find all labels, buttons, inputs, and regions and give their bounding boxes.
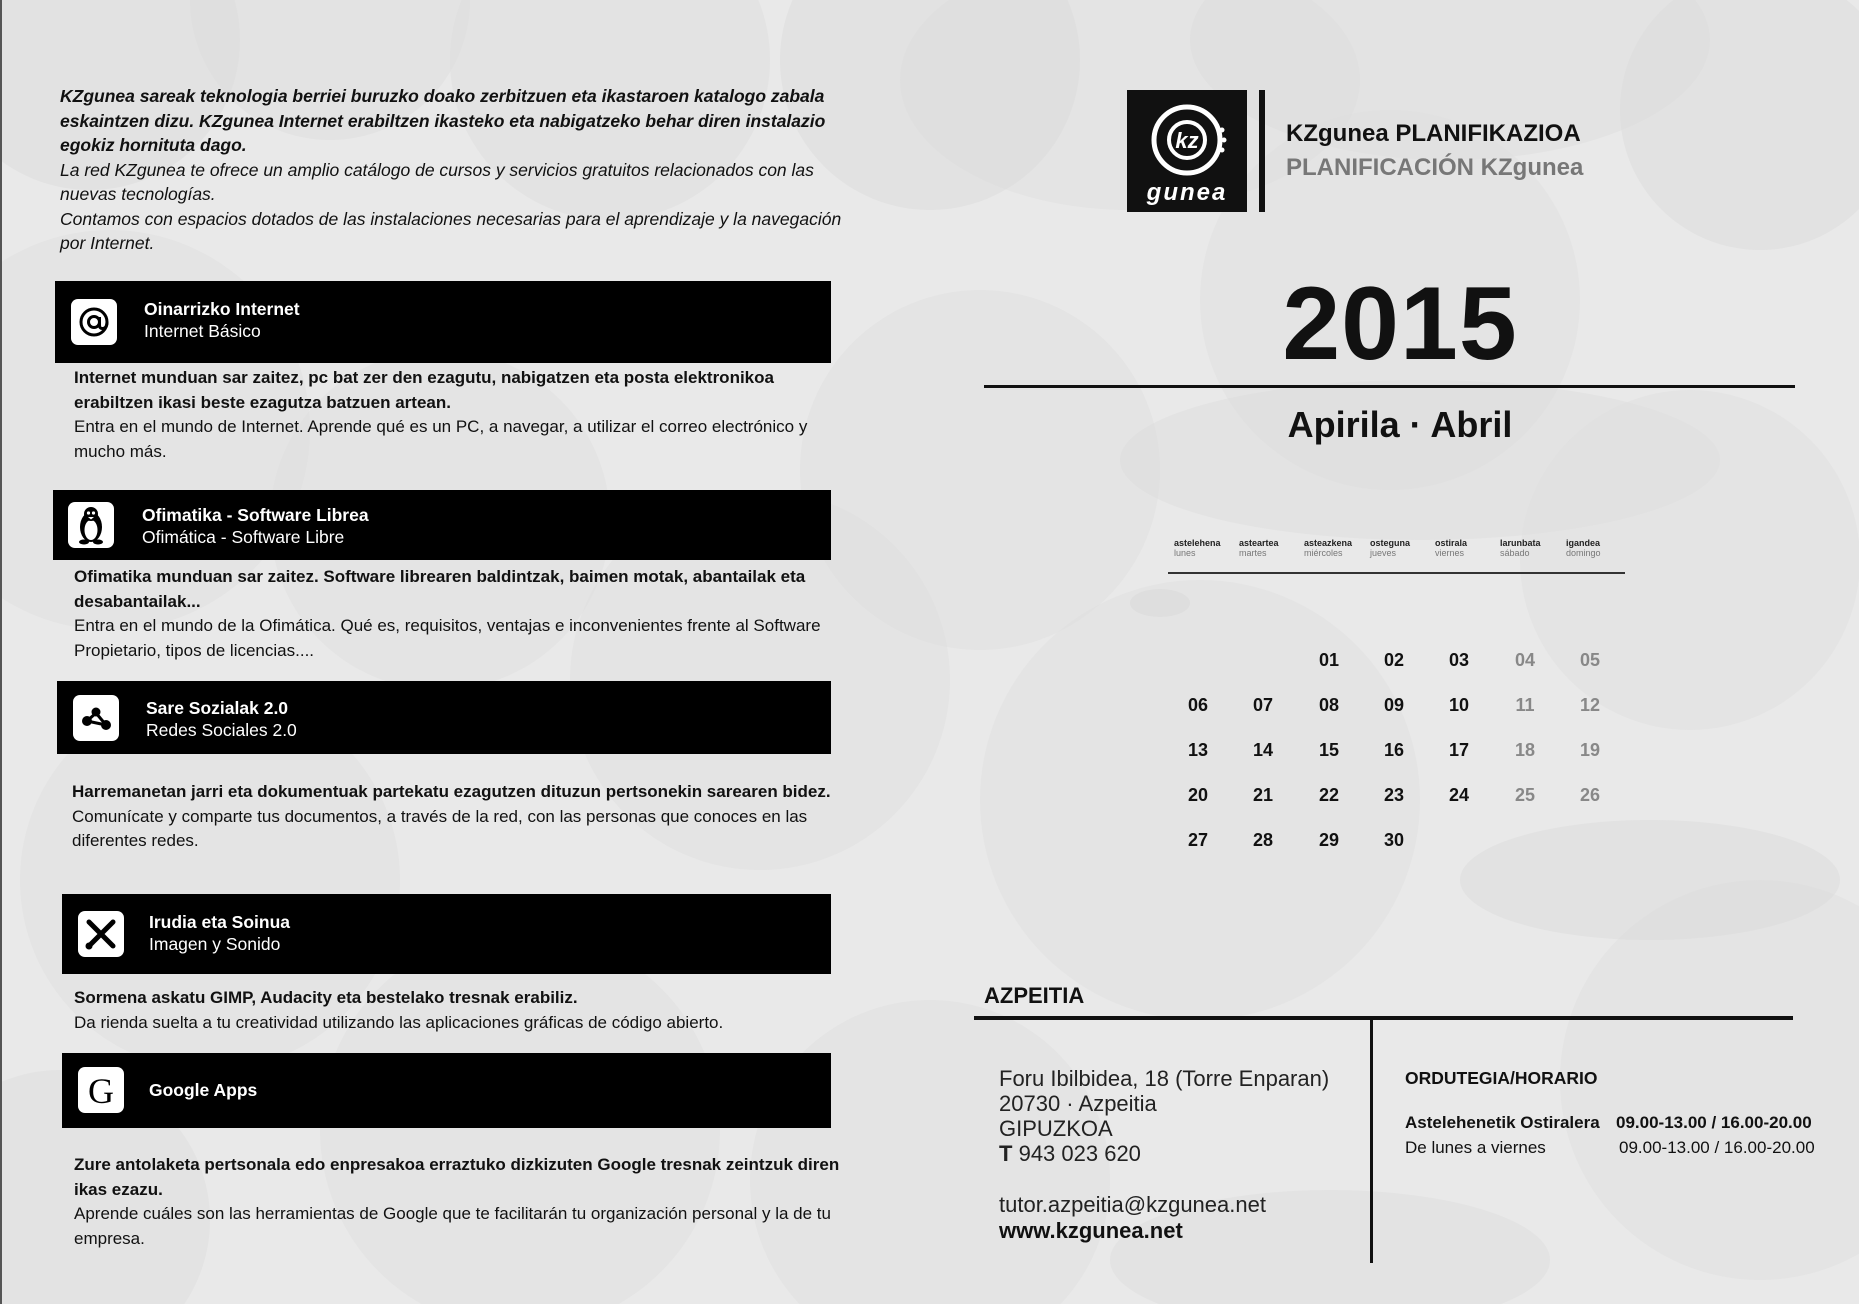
at-sign-icon xyxy=(71,299,117,345)
calendar-day: 09 xyxy=(1383,695,1405,715)
address-province: GIPUZKOA xyxy=(999,1116,1113,1141)
calendar-day: 02 xyxy=(1383,650,1405,670)
schedule-row-basque xyxy=(1405,1110,1825,1135)
calendar-day: 06 xyxy=(1187,695,1209,715)
phone-label: T xyxy=(999,1141,1013,1166)
calendar-day: 23 xyxy=(1383,785,1405,805)
course-header-internet xyxy=(55,281,831,363)
calendar-day: 22 xyxy=(1318,785,1340,805)
kzgunea-logo xyxy=(1127,90,1247,212)
course-desc-spanish: Comunícate y comparte tus documentos, a través de la red, con las personas que conoces en las diferentes redes. xyxy=(72,806,808,850)
calendar-day: 27 xyxy=(1187,830,1209,850)
calendar-day: 20 xyxy=(1187,785,1209,805)
svg-text:gunea: gunea xyxy=(1146,179,1228,206)
calendar-day: 30 xyxy=(1383,830,1405,850)
center-city: AZPEITIA xyxy=(984,983,1085,1008)
course-title-spanish: Imagen y Sonido xyxy=(149,933,281,954)
course-desc-spanish: Aprende cuáles son las herramientas de Google que te facilitarán tu organización personal y la de tu empresa. xyxy=(74,1204,831,1248)
logo-separator xyxy=(1259,90,1265,212)
city-divider xyxy=(974,1016,1793,1020)
course-desc-spanish: Entra en el mundo de la Ofimática. Qué es, requisitos, ventajas e inconvenientes frente al Software Propietario, tipos de licencias.... xyxy=(74,616,821,660)
schedule-hours: 09.00-13.00 / 16.00-20.00 xyxy=(1616,1113,1812,1132)
weekday-basque: astelehena xyxy=(1174,538,1221,548)
calendar-day: 21 xyxy=(1252,785,1274,805)
calendar-day: 16 xyxy=(1383,740,1405,760)
svg-text:G: G xyxy=(88,1071,114,1109)
plan-title-spanish: PLANIFICACIÓN KZgunea xyxy=(1286,154,1584,181)
intro-text xyxy=(60,84,860,256)
course-title-spanish: Ofimática - Software Libre xyxy=(142,526,345,547)
plan-title-basque: KZgunea PLANIFIKAZIOA xyxy=(1286,120,1581,147)
weekday-tuesday xyxy=(1239,538,1279,558)
course-title-spanish: Redes Sociales 2.0 xyxy=(146,719,297,740)
course-description-ofimatika xyxy=(74,565,854,663)
course-title-basque: Google Apps xyxy=(149,1080,258,1100)
calendar-day: 04 xyxy=(1514,650,1536,670)
calendar-day: 24 xyxy=(1448,785,1470,805)
calendar-day: 18 xyxy=(1514,740,1536,760)
weekday-spanish: viernes xyxy=(1435,548,1465,558)
calendar-month: Apirila · Abril xyxy=(1287,404,1513,445)
weekday-basque: ostirala xyxy=(1435,538,1468,548)
weekday-thursday xyxy=(1370,538,1410,558)
weekday-basque: asteartea xyxy=(1239,538,1279,548)
calendar-day: 05 xyxy=(1579,650,1601,670)
schedule-title: ORDUTEGIA/HORARIO xyxy=(1405,1068,1598,1088)
course-title-basque: Oinarrizko Internet xyxy=(144,299,300,319)
course-title-basque: Irudia eta Soinua xyxy=(149,912,290,932)
schedule-days: Astelehenetik Ostiralera xyxy=(1405,1113,1600,1132)
weekday-basque: igandea xyxy=(1566,538,1601,548)
online-contact xyxy=(999,1192,1266,1244)
weekday-friday xyxy=(1435,538,1467,558)
weekday-sunday xyxy=(1566,538,1601,558)
weekday-spanish: sábado xyxy=(1500,548,1530,558)
calendar-day: 19 xyxy=(1579,740,1601,760)
calendar-day: 12 xyxy=(1579,695,1601,715)
calendar-day: 25 xyxy=(1514,785,1536,805)
course-header-irudia-soinua xyxy=(62,894,831,974)
intro-spanish-1: La red KZgunea te ofrece un amplio catálogo de cursos y servicios gratuitos relacionados con las nuevas tecnologías. xyxy=(60,159,814,204)
course-header-sare-sozialak xyxy=(57,681,831,754)
phone-number: 943 023 620 xyxy=(1018,1141,1141,1166)
website-link[interactable]: www.kzgunea.net xyxy=(999,1218,1183,1243)
calendar-day: 29 xyxy=(1318,830,1340,850)
course-desc-basque: Sormena askatu GIMP, Audacity eta bestelako tresnak erabiliz. xyxy=(74,988,578,1007)
weekday-basque: osteguna xyxy=(1370,538,1411,548)
schedule-hours: 09.00-13.00 / 16.00-20.00 xyxy=(1619,1138,1815,1157)
calendar-day: 08 xyxy=(1318,695,1340,715)
course-description-irudia-soinua xyxy=(74,986,854,1035)
calendar-day: 28 xyxy=(1252,830,1274,850)
share-nodes-icon xyxy=(73,695,119,741)
phone-line xyxy=(999,1141,1329,1166)
page-left-border xyxy=(0,0,2,1304)
course-desc-basque: Zure antolaketa pertsonala edo enpresakoa erraztuko dizkizuten Google tresnak zeintzuk diren ikas ezazu. xyxy=(74,1155,840,1199)
weekday-spanish: jueves xyxy=(1370,548,1397,558)
weekday-wednesday xyxy=(1304,538,1352,558)
calendar-day: 17 xyxy=(1448,740,1470,760)
intro-basque: KZgunea sareak teknologia berriei buruzko doako zerbitzuen eta ikastaroen katalogo zabala eskaintzen dizu. KZgunea Internet erabiltzen ikasteko eta nabigatzeko behar diren instalazio egokiz hornituta dago. xyxy=(60,86,826,155)
calendar-day: 15 xyxy=(1318,740,1340,760)
penguin-icon xyxy=(68,502,114,548)
course-header-ofimatika xyxy=(53,490,831,560)
course-desc-basque: Harremanetan jarri eta dokumentuak partekatu ezagutzen dituzun pertsonekin sarearen bidez. xyxy=(72,782,831,801)
year-divider xyxy=(984,385,1795,388)
course-desc-spanish: Entra en el mundo de Internet. Aprende qué es un PC, a navegar, a utilizar el correo electrónico y mucho más. xyxy=(74,417,808,461)
course-title-spanish: Internet Básico xyxy=(144,320,261,341)
course-desc-basque: Ofimatika munduan sar zaitez. Software librearen baldintzak, baimen motak, abantailak eta desabantailak... xyxy=(74,567,806,611)
calendar-day: 13 xyxy=(1187,740,1209,760)
calendar-year: 2015 xyxy=(1282,266,1518,382)
address-block xyxy=(999,1066,1329,1166)
svg-text:kz: kz xyxy=(1175,128,1199,153)
course-description-sare-sozialak xyxy=(72,780,862,854)
schedule-table xyxy=(1405,1110,1825,1160)
email-link[interactable]: tutor.azpeitia@kzgunea.net xyxy=(999,1192,1266,1217)
brush-pen-icon xyxy=(78,911,124,957)
google-g-icon xyxy=(78,1067,124,1113)
weekday-basque: larunbata xyxy=(1500,538,1541,548)
weekday-spanish: lunes xyxy=(1174,548,1196,558)
course-desc-basque: Internet munduan sar zaitez, pc bat zer den ezagutu, nabigatzen eta posta elektronikoa erabiltzen ikasi beste ezagutza batzuen artean. xyxy=(74,368,774,412)
course-description-internet xyxy=(74,366,854,464)
calendar-day: 10 xyxy=(1448,695,1470,715)
weekday-spanish: miércoles xyxy=(1304,548,1343,558)
course-desc-spanish: Da rienda suelta a tu creatividad utilizando las aplicaciones gráficas de código abierto. xyxy=(74,1012,724,1032)
schedule-row-spanish xyxy=(1405,1135,1825,1160)
course-description-google-apps xyxy=(74,1153,844,1251)
calendar-day: 03 xyxy=(1448,650,1470,670)
course-header-google-apps xyxy=(62,1053,831,1128)
weekday-monday xyxy=(1174,538,1221,558)
calendar-day: 14 xyxy=(1252,740,1274,760)
weekday-divider xyxy=(1168,572,1625,574)
calendar-day: 01 xyxy=(1318,650,1340,670)
schedule-days: De lunes a viernes xyxy=(1405,1138,1546,1157)
intro-spanish-2: Contamos con espacios dotados de las instalaciones necesarias para el aprendizaje y la navegación por Internet. xyxy=(60,208,842,253)
calendar-day: 26 xyxy=(1579,785,1601,805)
weekday-spanish: domingo xyxy=(1566,548,1601,558)
weekday-saturday xyxy=(1500,538,1541,558)
contact-column-divider xyxy=(1370,1020,1373,1263)
course-title-basque: Sare Sozialak 2.0 xyxy=(146,698,289,718)
weekday-spanish: martes xyxy=(1239,548,1267,558)
calendar-day: 07 xyxy=(1252,695,1274,715)
weekday-basque: asteazkena xyxy=(1304,538,1353,548)
calendar-day: 11 xyxy=(1515,695,1535,715)
course-title-basque: Ofimatika - Software Librea xyxy=(142,505,369,525)
address-postal: 20730 · Azpeitia xyxy=(999,1091,1157,1116)
address-street: Foru Ibilbidea, 18 (Torre Enparan) xyxy=(999,1066,1330,1091)
